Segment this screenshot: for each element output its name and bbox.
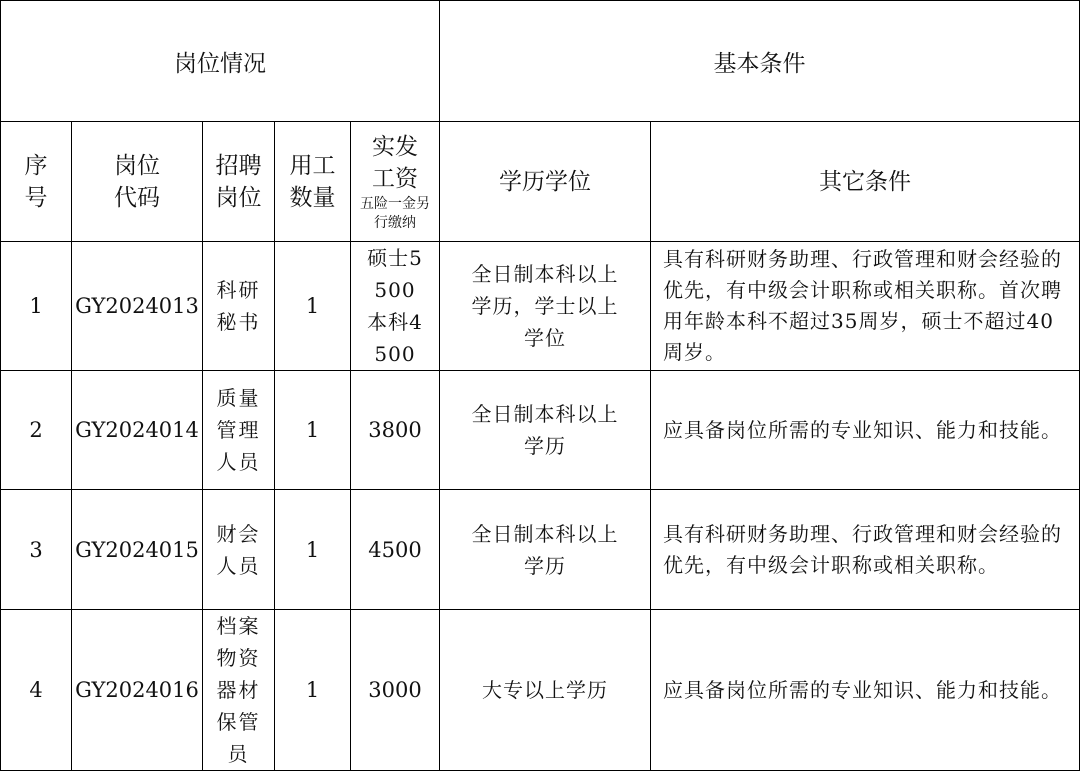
row-edu-text: 全日制本科以上学历 (471, 521, 619, 578)
row-post-text: 财会人员 (216, 521, 261, 578)
row-salary: 3800 (351, 371, 440, 490)
row-count: 1 (275, 242, 351, 371)
table-row (1, 242, 1080, 371)
row-seq: 1 (1, 242, 72, 371)
row-seq: 3 (1, 490, 72, 610)
row-other: 具有科研财务助理、行政管理和财会经验的优先，有中级会计职称或相关职称。 (651, 490, 1080, 610)
row-seq: 4 (1, 610, 72, 771)
table-row (1, 490, 1080, 610)
table-row (1, 610, 1080, 771)
row-edu (440, 490, 651, 610)
col-header-salary (351, 122, 440, 242)
col-header-seq-text: 序号 (24, 152, 48, 211)
row-salary: 4500 (351, 490, 440, 610)
col-header-other: 其它条件 (651, 122, 1080, 242)
row-edu (440, 371, 651, 490)
row-code: GY2024014 (72, 371, 203, 490)
col-header-code (72, 122, 203, 242)
col-header-post (203, 122, 275, 242)
row-code: GY2024016 (72, 610, 203, 771)
row-edu-text: 全日制本科以上学历，学士以上学位 (471, 262, 619, 350)
col-header-count (275, 122, 351, 242)
group-header-basic-conditions: 基本条件 (440, 1, 1080, 122)
row-code: GY2024015 (72, 490, 203, 610)
column-header-row (1, 122, 1080, 242)
row-post (203, 610, 275, 771)
row-edu-text: 大专以上学历 (482, 678, 609, 702)
col-header-code-text: 岗位代码 (114, 152, 160, 211)
col-header-seq (1, 122, 72, 242)
row-other: 具有科研财务助理、行政管理和财会经验的优先，有中级会计职称或相关职称。首次聘用年龄本科不超过35周岁，硕士不超过40周岁。 (651, 242, 1080, 371)
col-header-salary-text: 实发工资 (372, 133, 419, 192)
group-header-post-info: 岗位情况 (1, 1, 440, 122)
row-code: GY2024013 (72, 242, 203, 371)
row-salary: 3000 (351, 610, 440, 771)
row-post-text: 科研秘书 (216, 278, 261, 334)
col-header-edu: 学历学位 (440, 122, 651, 242)
row-salary (351, 242, 440, 371)
row-post (203, 242, 275, 371)
row-count: 1 (275, 490, 351, 610)
row-seq: 2 (1, 371, 72, 490)
col-header-count-text: 用工数量 (289, 152, 336, 211)
row-post-text: 档案物资器材保管员 (216, 614, 261, 766)
row-salary-text: 硕士5500本科4500 (367, 246, 423, 366)
row-edu (440, 242, 651, 371)
row-other: 应具备岗位所需的专业知识、能力和技能。 (651, 610, 1080, 771)
row-post (203, 371, 275, 490)
row-other: 应具备岗位所需的专业知识、能力和技能。 (651, 371, 1080, 490)
table-row (1, 371, 1080, 490)
row-edu-text: 全日制本科以上学历 (471, 402, 619, 458)
col-header-salary-note: 五险一金另行缴纳 (360, 195, 431, 231)
row-count: 1 (275, 371, 351, 490)
row-post (203, 490, 275, 610)
row-count: 1 (275, 610, 351, 771)
group-header-row (1, 1, 1080, 122)
row-post-text: 质量管理人员 (216, 386, 261, 474)
row-edu (440, 610, 651, 771)
col-header-post-text: 招聘岗位 (215, 152, 262, 211)
